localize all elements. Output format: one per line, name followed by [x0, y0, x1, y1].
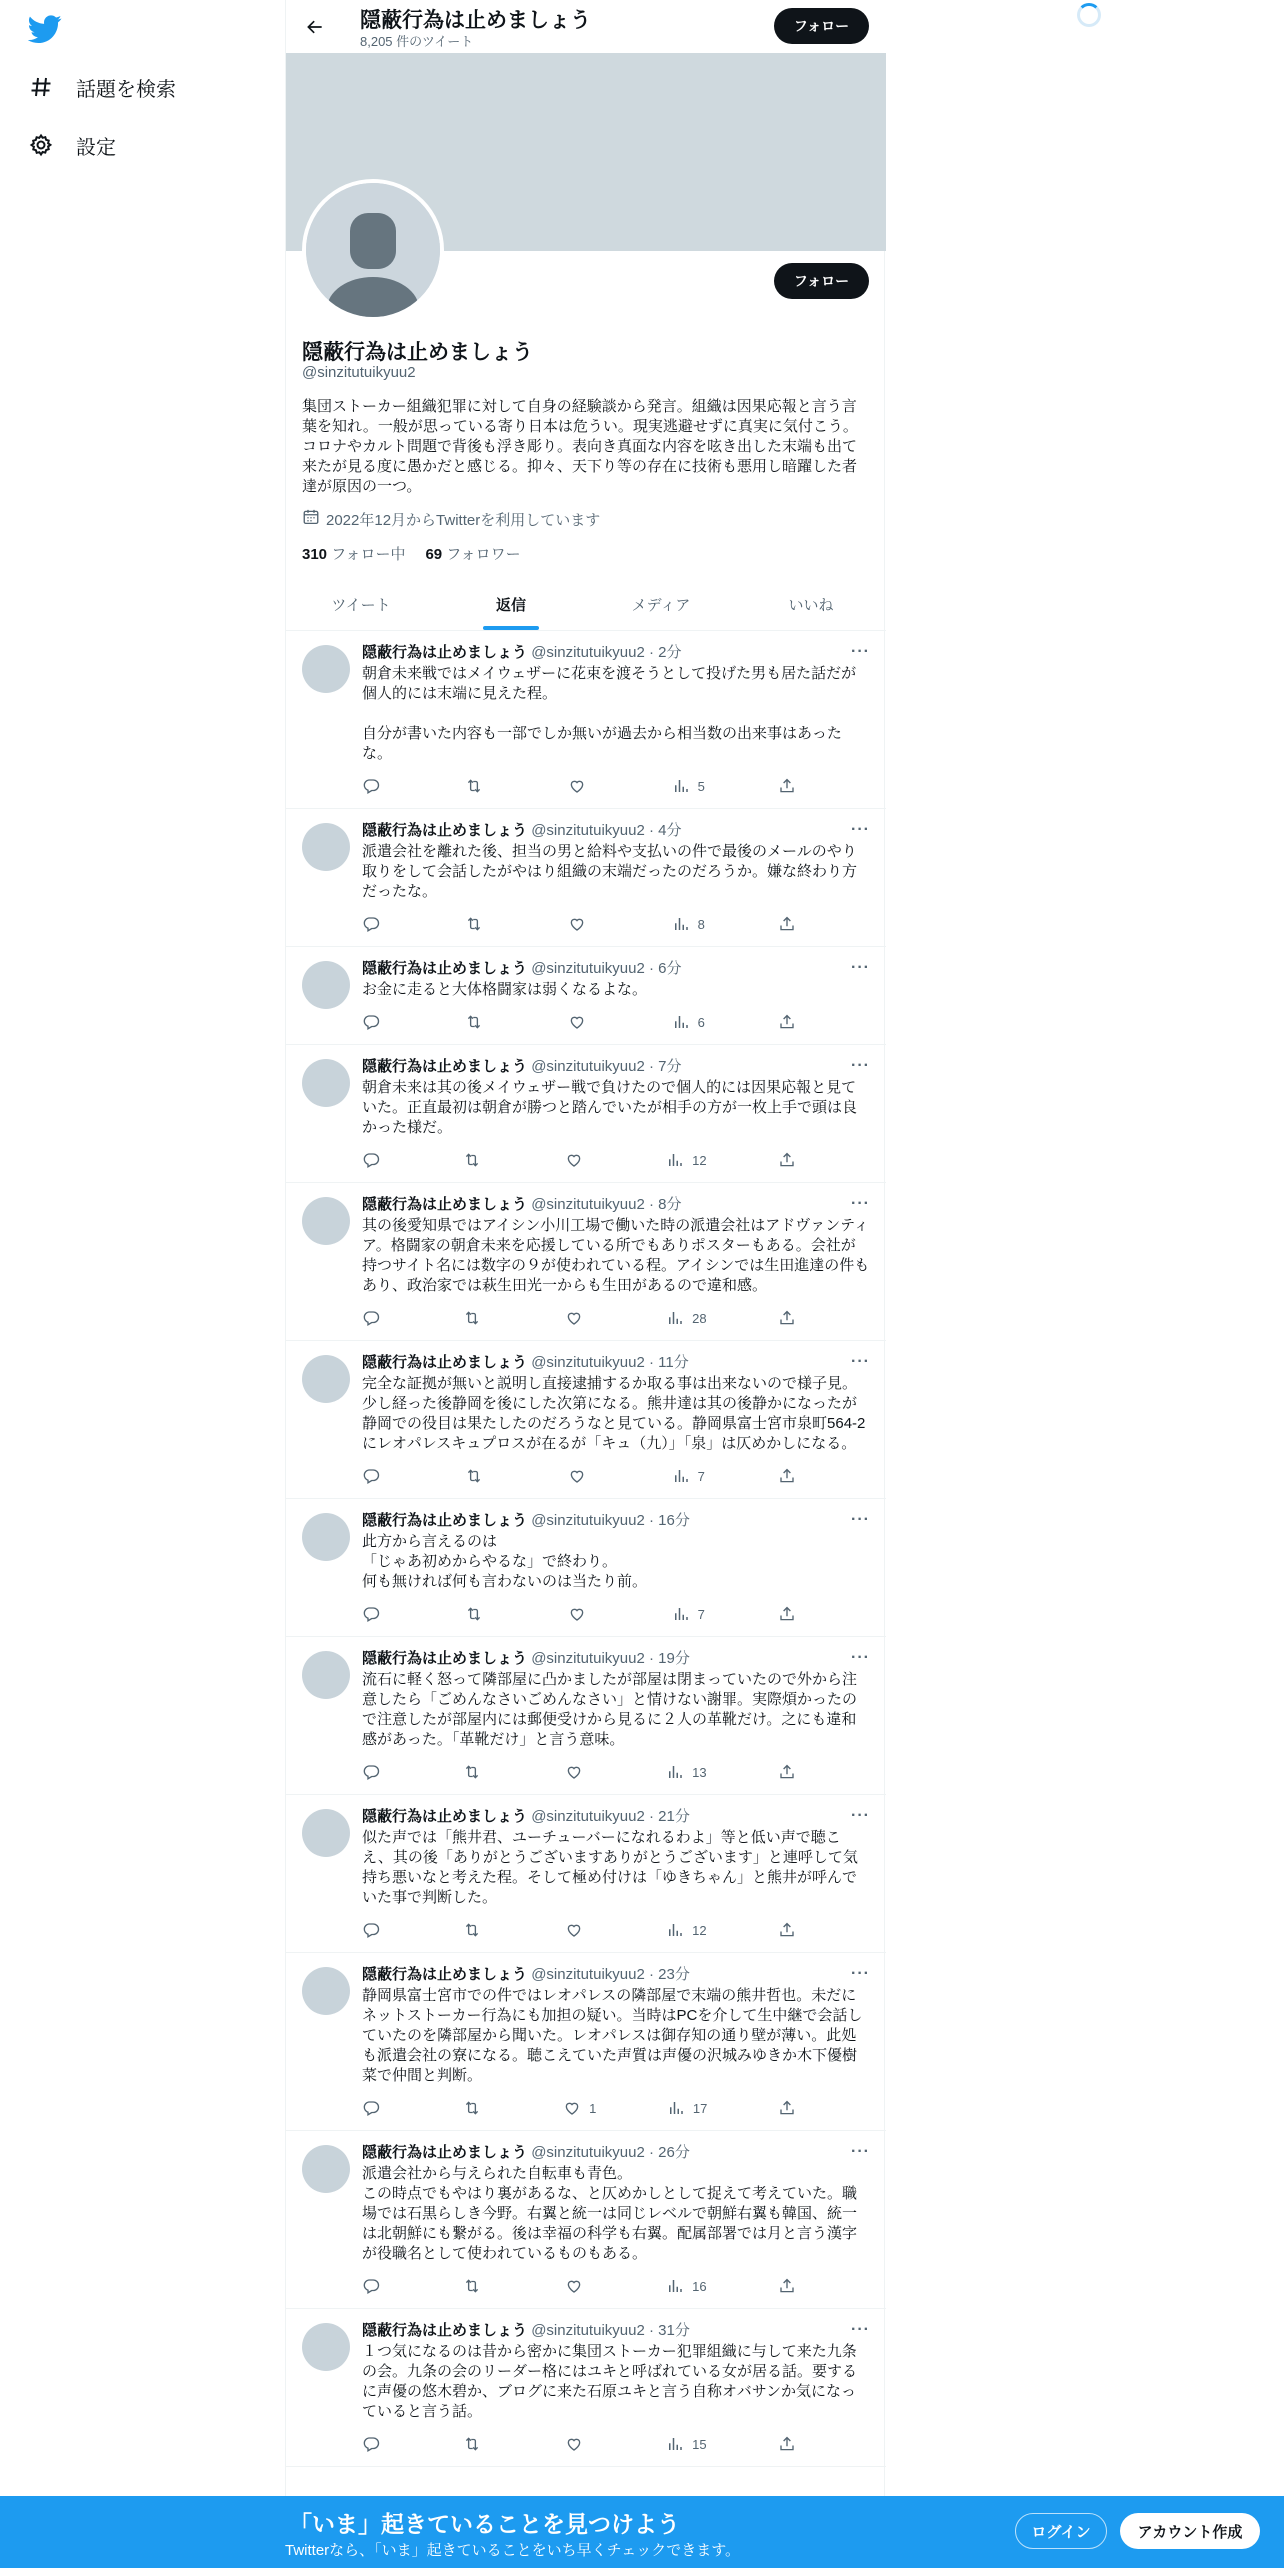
- tweet-actions: [362, 1604, 808, 1624]
- share-button[interactable]: [778, 1309, 808, 1327]
- tweet-actions: [362, 914, 808, 934]
- tweet-author-name[interactable]: 隠蔽行為は止めましょう: [362, 960, 528, 977]
- heart-icon: [565, 2277, 583, 2295]
- tweet-avatar[interactable]: [302, 961, 350, 1009]
- tweet-author-handle[interactable]: @sinzitutuikyuu2: [531, 1354, 645, 1371]
- reply-button[interactable]: [362, 1763, 392, 1781]
- retweet-icon: [463, 1921, 481, 1939]
- tweet-author-name[interactable]: 隠蔽行為は止めましょう: [362, 822, 528, 839]
- tweet-separator: ·: [644, 822, 659, 839]
- like-button[interactable]: [568, 1467, 598, 1485]
- share-icon: [778, 2099, 796, 2117]
- back-arrow-icon[interactable]: [300, 12, 330, 42]
- tweet-author-name[interactable]: 隠蔽行為は止めましょう: [362, 2144, 528, 2161]
- views-button[interactable]: [666, 2435, 706, 2453]
- loading-spinner-icon: [1077, 3, 1101, 27]
- like-button[interactable]: [565, 1763, 595, 1781]
- like-button[interactable]: [565, 2435, 595, 2453]
- header-tweet-count: 8,205 件のツイート: [360, 34, 474, 49]
- reply-icon: [362, 1921, 380, 1939]
- reply-button[interactable]: [362, 2277, 392, 2295]
- profile-column: [285, 0, 885, 2568]
- tweet-separator: ·: [644, 1512, 659, 1529]
- heart-icon: [565, 1309, 583, 1327]
- like-button[interactable]: [568, 777, 598, 795]
- reply-icon: [362, 915, 380, 933]
- tweet-separator: ·: [644, 1966, 659, 1983]
- share-button[interactable]: [778, 1921, 808, 1939]
- tweet-actions: [362, 1308, 808, 1328]
- share-icon: [778, 1467, 796, 1485]
- retweet-icon: [465, 1605, 483, 1623]
- share-icon: [778, 777, 796, 795]
- tweet-time[interactable]: 19分: [658, 1650, 690, 1667]
- profile-joined: [302, 508, 600, 530]
- tweet-author-name[interactable]: 隠蔽行為は止めましょう: [362, 644, 528, 661]
- analytics-icon: [666, 1151, 684, 1169]
- retweet-button[interactable]: [463, 1921, 493, 1939]
- view-count: 13: [692, 1764, 707, 1780]
- retweet-icon: [463, 2435, 481, 2453]
- login-button[interactable]: ログイン: [1015, 2513, 1107, 2549]
- analytics-icon: [667, 2099, 685, 2117]
- heart-icon: [565, 1151, 583, 1169]
- reply-button[interactable]: [362, 915, 392, 933]
- tweet-header: [362, 1965, 870, 1985]
- tweet-actions: [362, 2276, 808, 2296]
- share-icon: [778, 1013, 796, 1031]
- tweet-author-handle[interactable]: @sinzitutuikyuu2: [531, 2322, 645, 2339]
- reply-button[interactable]: [362, 1921, 392, 1939]
- tweet-avatar[interactable]: [302, 1809, 350, 1857]
- tweet-author-handle[interactable]: @sinzitutuikyuu2: [531, 1196, 645, 1213]
- more-options-icon[interactable]: ···: [851, 1511, 870, 1528]
- tweet-item[interactable]: [286, 1795, 886, 1953]
- share-button[interactable]: [778, 1467, 808, 1485]
- view-count: 17: [692, 2100, 708, 2116]
- views-button[interactable]: [672, 1013, 705, 1031]
- share-button[interactable]: [778, 1605, 808, 1623]
- tweet-time[interactable]: 16分: [658, 1512, 690, 1529]
- retweet-button[interactable]: [465, 1467, 495, 1485]
- more-options-icon[interactable]: ···: [851, 2321, 870, 2338]
- nav-settings[interactable]: [28, 125, 116, 165]
- more-options-icon[interactable]: ···: [851, 1649, 870, 1666]
- analytics-icon: [672, 1605, 690, 1623]
- analytics-icon: [672, 915, 690, 933]
- reply-icon: [362, 2435, 380, 2453]
- reply-icon: [362, 2277, 380, 2295]
- like-button[interactable]: [565, 1309, 595, 1327]
- retweet-button[interactable]: [463, 2435, 493, 2453]
- hashtag-icon: [28, 74, 54, 100]
- tweet-time[interactable]: 23分: [658, 1966, 690, 1983]
- share-icon: [778, 1605, 796, 1623]
- tweet-header: [362, 2321, 870, 2341]
- signup-banner: [0, 2496, 1284, 2568]
- tweet-avatar[interactable]: [302, 1059, 350, 1107]
- views-button[interactable]: [666, 1921, 706, 1939]
- retweet-icon: [463, 1309, 481, 1327]
- tweet-header: [362, 1807, 870, 1827]
- tweet-header: [362, 959, 870, 979]
- retweet-icon: [463, 2277, 481, 2295]
- share-icon: [778, 1309, 796, 1327]
- tweet-separator: ·: [644, 2322, 659, 2339]
- heart-icon: [568, 1013, 586, 1031]
- retweet-icon: [465, 777, 483, 795]
- tweet-actions: [362, 1920, 808, 1940]
- profile-stats: [302, 543, 521, 564]
- profile-follow-button[interactable]: フォロー: [774, 263, 869, 299]
- tweet-time[interactable]: 2分: [658, 644, 682, 661]
- tweet-text: 派遣会社から与えられた自転車も青色。 この時点でもやはり裏があるな、と仄めかしとして捉えて考えていた。職場では石黒らしき今野。右翼と統一は同じレベルで朝鮮右翼も韓国、統一は北朝鮮にも繋がる。後は幸福の科学も右翼。配属部署では月と言う漢字が役職名として使われているものもある。: [362, 2165, 858, 2262]
- tweet-actions: [362, 2434, 808, 2454]
- views-button[interactable]: [672, 1605, 705, 1623]
- tweet-time[interactable]: 31分: [658, 2322, 690, 2339]
- tweet-separator: ·: [644, 1808, 659, 1825]
- tweet-item[interactable]: [286, 1045, 886, 1183]
- share-icon: [778, 915, 796, 933]
- tweet-text: 完全な証拠が無いと説明し直接逮捕するか取る事は出来ないので様子見。少し経った後静岡を後にした次第になる。熊井達は其の後静かになったが静岡での役目は果たしたのだろうなと見ている。静岡県富士宮市泉町564-2にレオパレスキュプロスが在るが「キュ（九）」「泉」は仄めかしになる。: [362, 1375, 866, 1452]
- analytics-icon: [666, 1763, 684, 1781]
- retweet-button[interactable]: [463, 1763, 493, 1781]
- header-title: 隠蔽行為は止めましょう: [360, 9, 591, 32]
- reply-icon: [362, 2099, 380, 2117]
- tweet-header: [362, 1195, 870, 1215]
- tweet-author-handle[interactable]: @sinzitutuikyuu2: [531, 1808, 645, 1825]
- reply-button[interactable]: [362, 1309, 392, 1327]
- views-button[interactable]: [672, 777, 705, 795]
- retweet-button[interactable]: [463, 2277, 493, 2295]
- retweet-button[interactable]: [465, 1013, 495, 1031]
- tweet-author-name[interactable]: 隠蔽行為は止めましょう: [362, 1354, 528, 1371]
- tweet-actions: [362, 1466, 808, 1486]
- views-button[interactable]: [666, 1309, 706, 1327]
- calendar-icon: [302, 508, 320, 530]
- tweet-avatar[interactable]: [302, 823, 350, 871]
- more-options-icon[interactable]: ···: [851, 821, 870, 838]
- tweet-item[interactable]: [286, 1953, 886, 2131]
- tweet-actions: [362, 1012, 808, 1032]
- tweet-avatar[interactable]: [302, 1967, 350, 2015]
- nav-settings-label: 設定: [76, 136, 116, 159]
- more-options-icon[interactable]: ···: [851, 1807, 870, 1824]
- tweet-author-name[interactable]: 隠蔽行為は止めましょう: [362, 1650, 528, 1667]
- views-button[interactable]: [667, 2099, 707, 2117]
- tweet-time[interactable]: 8分: [658, 1196, 682, 1213]
- like-button[interactable]: [568, 915, 598, 933]
- profile-header: [286, 0, 886, 53]
- reply-icon: [362, 777, 380, 795]
- retweet-button[interactable]: [463, 2099, 493, 2117]
- left-nav: [0, 0, 285, 2568]
- followers-link[interactable]: 69 フォロワー: [425, 546, 521, 563]
- view-count: 12: [692, 1152, 707, 1168]
- tweet-actions: [362, 1762, 808, 1782]
- reply-button[interactable]: [362, 777, 392, 795]
- more-options-icon[interactable]: ···: [851, 1353, 870, 1370]
- reply-button[interactable]: [362, 1013, 392, 1031]
- tweet-item[interactable]: [286, 631, 886, 809]
- tweet-author-handle[interactable]: @sinzitutuikyuu2: [531, 960, 645, 977]
- tweet-avatar[interactable]: [302, 1651, 350, 1699]
- tweet-time[interactable]: 6分: [658, 960, 682, 977]
- reply-button[interactable]: [362, 1605, 392, 1623]
- views-button[interactable]: [672, 915, 705, 933]
- views-button[interactable]: [672, 1467, 705, 1485]
- tweet-author-name[interactable]: 隠蔽行為は止めましょう: [362, 2322, 528, 2339]
- analytics-icon: [672, 1467, 690, 1485]
- share-button[interactable]: [778, 777, 808, 795]
- tweet-header: [362, 1057, 870, 1077]
- tweet-time[interactable]: 4分: [658, 822, 682, 839]
- profile-name: 隠蔽行為は止めましょう: [302, 341, 533, 364]
- heart-icon: [565, 1763, 583, 1781]
- tweet-separator: ·: [644, 1354, 659, 1371]
- more-options-icon[interactable]: ···: [851, 1965, 870, 1982]
- more-options-icon[interactable]: ···: [851, 959, 870, 976]
- share-button[interactable]: [778, 915, 808, 933]
- tweet-header: [362, 1511, 870, 1531]
- tweet-actions: [362, 2098, 808, 2118]
- tweet-avatar[interactable]: [302, 1197, 350, 1245]
- share-icon: [778, 1151, 796, 1169]
- retweet-icon: [465, 1467, 483, 1485]
- view-count: 7: [697, 1606, 705, 1622]
- tweet-author-handle[interactable]: @sinzitutuikyuu2: [531, 822, 645, 839]
- retweet-button[interactable]: [465, 915, 495, 933]
- more-options-icon[interactable]: ···: [851, 1057, 870, 1074]
- retweet-icon: [463, 2099, 481, 2117]
- profile-avatar[interactable]: [302, 179, 444, 321]
- view-count: 16: [692, 2278, 707, 2294]
- analytics-icon: [666, 1309, 684, 1327]
- share-icon: [778, 2435, 796, 2453]
- share-button[interactable]: [778, 2435, 808, 2453]
- more-options-icon[interactable]: ···: [851, 2143, 870, 2160]
- tweet-author-name[interactable]: 隠蔽行為は止めましょう: [362, 1196, 528, 1213]
- tweet-separator: ·: [644, 1058, 659, 1075]
- retweet-button[interactable]: [463, 1309, 493, 1327]
- following-link[interactable]: 310 フォロー中: [302, 546, 406, 563]
- reply-button[interactable]: [362, 2435, 392, 2453]
- profile-handle: @sinzitutuikyuu2: [302, 364, 416, 381]
- tweet-item[interactable]: [286, 1499, 886, 1637]
- tweet-separator: ·: [644, 960, 659, 977]
- tweet-actions: [362, 776, 808, 796]
- analytics-icon: [666, 1921, 684, 1939]
- like-count: 1: [589, 2100, 597, 2116]
- tweet-header: [362, 1649, 870, 1669]
- retweet-button[interactable]: [463, 1151, 493, 1169]
- heart-icon: [565, 1921, 583, 1939]
- tweet-author-name[interactable]: 隠蔽行為は止めましょう: [362, 1058, 528, 1075]
- heart-icon: [568, 1605, 586, 1623]
- heart-icon: [568, 777, 586, 795]
- tweet-text: 此方から言えるのは 「じゃあ初めからやるな」で終わり。 何も無ければ何も言わないのは当たり前。: [362, 1533, 648, 1590]
- heart-icon: [563, 2099, 581, 2117]
- more-options-icon[interactable]: ···: [851, 1195, 870, 1212]
- view-count: 7: [697, 1468, 705, 1484]
- heart-icon: [565, 2435, 583, 2453]
- analytics-icon: [672, 777, 690, 795]
- reply-icon: [362, 1605, 380, 1623]
- analytics-icon: [666, 2435, 684, 2453]
- share-button[interactable]: [778, 2099, 808, 2117]
- view-count: 15: [692, 2436, 707, 2452]
- header-follow-button[interactable]: フォロー: [774, 8, 869, 44]
- signup-button[interactable]: アカウント作成: [1120, 2513, 1260, 2549]
- reply-button[interactable]: [362, 2099, 392, 2117]
- tweet-header: [362, 821, 870, 841]
- share-button[interactable]: [778, 2277, 808, 2295]
- like-button[interactable]: [568, 1013, 598, 1031]
- reply-icon: [362, 1013, 380, 1031]
- reply-icon: [362, 1309, 380, 1327]
- tweet-text: 似た声では「熊井君、ユーチューバーになれるわよ」等と低い声で聴こえ、其の後「ありがとうございますありがとうございます」と連呼して気持ち悪いなと考えた程。そして極め付けは「ゆきちゃん」と熊井が呼んでいた事で判断した。: [362, 1829, 858, 1906]
- more-options-icon[interactable]: ···: [851, 643, 870, 660]
- views-button[interactable]: [666, 2277, 706, 2295]
- profile-bio: 集団ストーカー組織犯罪に対して自身の経験談から発言。組織は因果応報と言う言葉を知れ。一般が思っている寄り日本は危うい。現実逃避せずに真実に気付こう。コロナやカルト問題で背後も浮き彫り。表向き真面な内容を呟き出した末端も出て来たが見る度に愚かだと感じる。抑々、天下り等の存在に技術も悪用し暗躍した者達が原因の一つ。: [302, 398, 858, 495]
- reply-icon: [362, 1763, 380, 1781]
- tweet-avatar[interactable]: [302, 2145, 350, 2193]
- view-count: 6: [697, 1014, 705, 1030]
- view-count: 8: [697, 916, 705, 932]
- profile-joined-text: 2022年12月からTwitterを利用しています: [326, 511, 601, 529]
- tweet-time[interactable]: 11分: [658, 1354, 689, 1371]
- share-button[interactable]: [778, 1013, 808, 1031]
- tweet-text: １つ気になるのは昔から密かに集団ストーカー犯罪組織に与して来た九条の会。九条の会のリーダー格にはユキと呼ばれている女が居る話。要するに声優の悠木碧か、ブログに来た石原ユキと言う自称オバサンか気になっていると言う話。: [362, 2343, 858, 2420]
- signup-banner-title: 「いま」起きていることを見つけよう: [289, 2511, 680, 2537]
- tab-media[interactable]: メディア: [631, 596, 691, 614]
- view-count: 28: [692, 1310, 707, 1326]
- tweet-separator: ·: [644, 644, 659, 661]
- share-button[interactable]: [778, 1763, 808, 1781]
- retweet-icon: [463, 1151, 481, 1169]
- tweet-time[interactable]: 7分: [658, 1058, 682, 1075]
- tweet-header: [362, 1353, 870, 1373]
- tweet-separator: ·: [644, 1650, 659, 1667]
- tweet-text: 朝倉未来は其の後メイウェザー戦で負けたので個人的には因果応報と見ていた。正直最初は朝倉が勝つと踏んでいたが相手の方が一枚上手で頭は良かった様だ。: [362, 1079, 858, 1136]
- analytics-icon: [666, 2277, 684, 2295]
- tweet-text: 其の後愛知県ではアイシン小川工場で働いた時の派遣会社はアドヴァンティア。格闘家の朝倉未来を応援している所でもありポスターもある。会社が持つサイト名には数字の９が使われている程。アイシンでは生田進達の件もあり、政治家では萩生田光一からも生田があるので違和感。: [362, 1217, 870, 1294]
- tweet-author-name[interactable]: 隠蔽行為は止めましょう: [362, 1512, 528, 1529]
- tweet-avatar[interactable]: [302, 1513, 350, 1561]
- tweet-header: [362, 2143, 870, 2163]
- tweet-item[interactable]: [286, 1183, 886, 1341]
- reply-icon: [362, 1151, 380, 1169]
- share-icon: [778, 1763, 796, 1781]
- retweet-button[interactable]: [465, 1605, 495, 1623]
- nav-explore-label: 話題を検索: [76, 78, 176, 101]
- retweet-button[interactable]: [465, 777, 495, 795]
- view-count: 12: [692, 1922, 707, 1938]
- default-avatar-icon: [306, 183, 440, 317]
- like-button[interactable]: [565, 1151, 595, 1169]
- tweet-author-handle[interactable]: @sinzitutuikyuu2: [531, 1058, 645, 1075]
- tweet-author-handle[interactable]: @sinzitutuikyuu2: [531, 1512, 645, 1529]
- views-button[interactable]: [666, 1151, 706, 1169]
- twitter-logo-icon[interactable]: [28, 12, 62, 46]
- share-icon: [778, 1921, 796, 1939]
- tweet-author-handle[interactable]: @sinzitutuikyuu2: [531, 2144, 645, 2161]
- tweet-item[interactable]: [286, 2131, 886, 2309]
- like-button[interactable]: [568, 1605, 598, 1623]
- views-button[interactable]: [666, 1763, 706, 1781]
- nav-explore[interactable]: [28, 67, 176, 107]
- profile-tabs: [286, 578, 886, 631]
- tweet-author-handle[interactable]: @sinzitutuikyuu2: [531, 644, 645, 661]
- heart-icon: [568, 915, 586, 933]
- tab-likes[interactable]: いいね: [788, 596, 834, 614]
- retweet-icon: [465, 1013, 483, 1031]
- tweet-text: 派遣会社を離れた後、担当の男と給料や支払いの件で最後のメールのやり取りをして会話したがやはり組織の末端だったのだろうか。嫌な終わり方だったな。: [362, 843, 858, 900]
- tweet-avatar[interactable]: [302, 2323, 350, 2371]
- tweet-text: 流石に軽く怒って隣部屋に凸かましたが部屋は閉まっていたので外から注意したら「ごめんなさいごめんなさい」と情けない謝罪。実際煩かったので注意したが部屋内には郵便受けから見るに２人の革靴だけ。之にも違和感があった。「革靴だけ」と言う意味。: [362, 1671, 858, 1748]
- heart-icon: [568, 1467, 586, 1485]
- retweet-icon: [463, 1763, 481, 1781]
- tweet-author-handle[interactable]: @sinzitutuikyuu2: [531, 1966, 645, 1983]
- like-button[interactable]: [565, 1921, 595, 1939]
- tweet-item[interactable]: [286, 2309, 886, 2467]
- share-icon: [778, 2277, 796, 2295]
- tweet-item[interactable]: [286, 809, 886, 947]
- tweet-actions: [362, 1150, 808, 1170]
- tweet-text: 静岡県富士宮市での件ではレオパレスの隣部屋で末端の熊井哲也。未だにネットストーカー行為にも加担の疑い。当時はPCを介して生中継で会話していたのを隣部屋から聞いた。レオパレスは御存知の通り壁が薄い。此処も派遣会社の寮になる。聴こえていた声質は声優の沢城みゆきか木下優樹菜で仲間と判断。: [362, 1987, 863, 2084]
- tweet-author-handle[interactable]: @sinzitutuikyuu2: [531, 1650, 645, 1667]
- tweet-avatar[interactable]: [302, 1355, 350, 1403]
- tab-tweets[interactable]: ツイート: [331, 596, 391, 614]
- tweet-separator: ·: [644, 1196, 659, 1213]
- like-button[interactable]: [565, 2277, 595, 2295]
- share-button[interactable]: [778, 1151, 808, 1169]
- tab-replies[interactable]: 返信: [436, 578, 586, 630]
- tweet-item[interactable]: [286, 1341, 886, 1499]
- reply-button[interactable]: [362, 1151, 392, 1169]
- tweet-avatar[interactable]: [302, 645, 350, 693]
- signup-banner-subtitle: Twitterなら、「いま」起きていることをいち早くチェックできます。: [285, 2542, 741, 2559]
- tweet-text: お金に走ると大体格闘家は弱くなるよな。: [362, 981, 648, 998]
- reply-button[interactable]: [362, 1467, 392, 1485]
- tweet-author-name[interactable]: 隠蔽行為は止めましょう: [362, 1808, 528, 1825]
- analytics-icon: [672, 1013, 690, 1031]
- tweet-author-name[interactable]: 隠蔽行為は止めましょう: [362, 1966, 528, 1983]
- tweet-item[interactable]: [286, 1637, 886, 1795]
- tweet-separator: ·: [644, 2144, 659, 2161]
- tweet-header: [362, 643, 870, 663]
- tweet-list: [286, 631, 886, 2467]
- tweet-time[interactable]: 26分: [658, 2144, 690, 2161]
- retweet-icon: [465, 915, 483, 933]
- like-button[interactable]: [563, 2099, 596, 2117]
- view-count: 5: [697, 778, 705, 794]
- reply-icon: [362, 1467, 380, 1485]
- tweet-text: 朝倉未来戦ではメイウェザーに花束を渡そうとして投げた男も居た話だが個人的には末端に見えた程。 自分が書いた内容も一部でしか無いが過去から相当数の出来事はあったな。: [362, 665, 857, 762]
- tweet-time[interactable]: 21分: [658, 1808, 690, 1825]
- gear-icon: [28, 132, 54, 158]
- tweet-item[interactable]: [286, 947, 886, 1045]
